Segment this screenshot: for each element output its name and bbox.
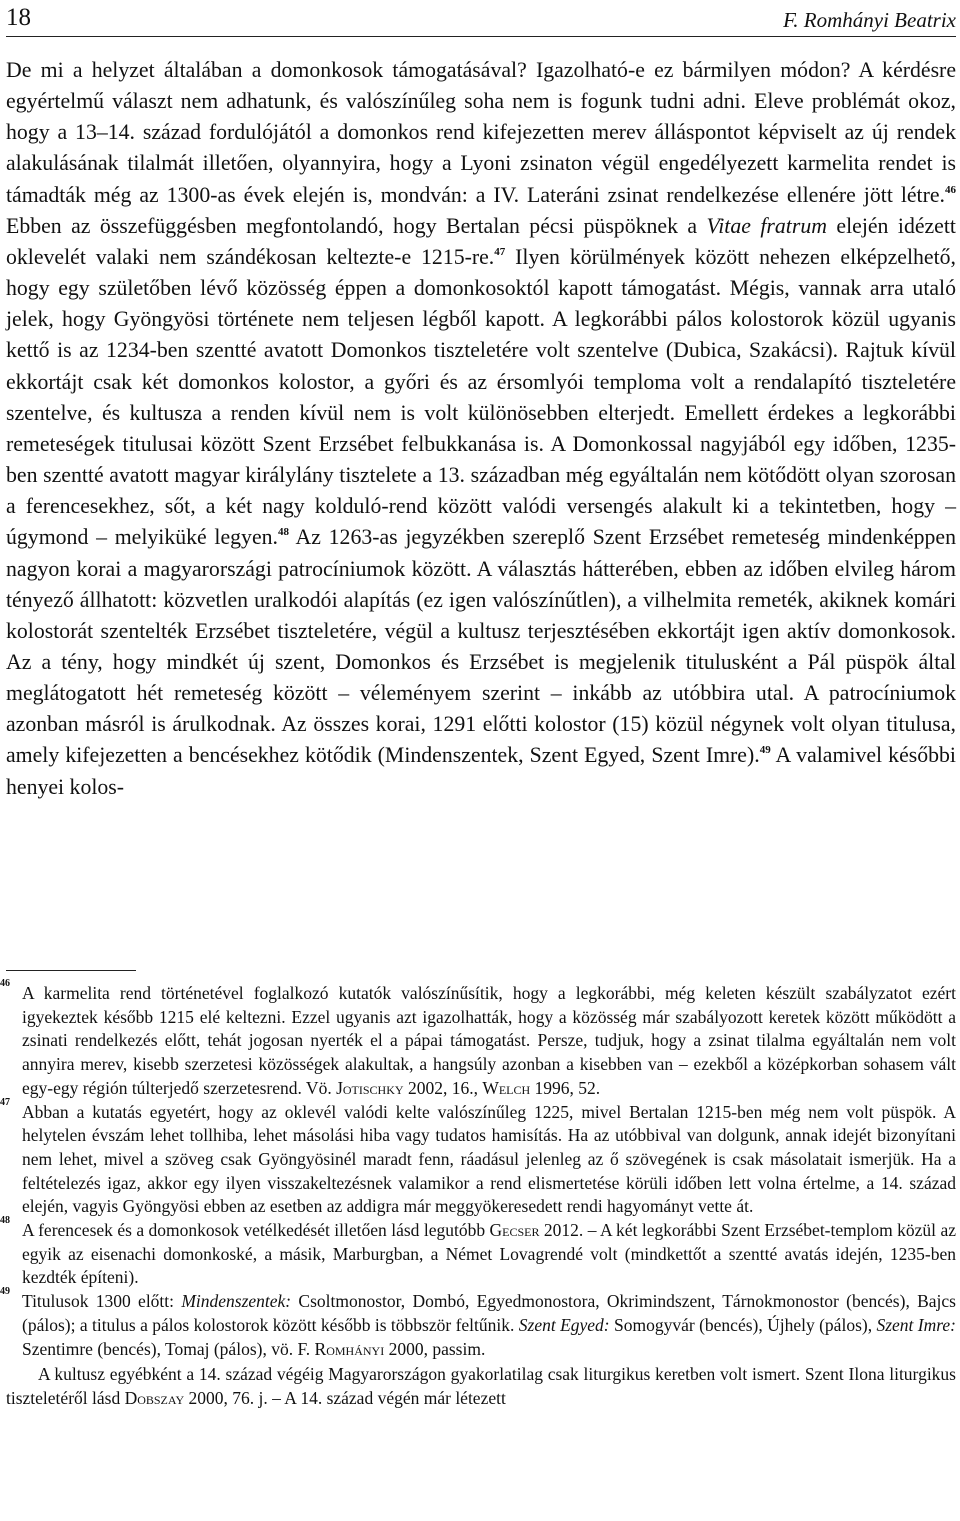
work-title: Vitae fratrum: [706, 213, 827, 238]
citation-author: Jotischky: [336, 1077, 404, 1098]
footnote-text: Titulusok 1300 előtt:: [22, 1291, 182, 1312]
body-text-part: Az 1263-as jegyzékben szereplő Szent Erzsébet remeteség mindenképpen nagyon korai a magyarországi patrocíniumok között. A választás hátterében, ebben az időben elvileg három tényező állhatott: közvetlen uralkodói alapítás (ez igen valószínűtlen), a vilhelmita remeték, akiknek komári kolostorát szentelték Erzsébet tiszteletére, végül a kultusz terjesztésében ekkortájt igen aktív domonkosok. Az a tény, hogy mindkét új szent, Domonkos és Erzsébet is megjelenik titulusként a Pál püspök által meglátogatott hét remeteség között – véleményem szerint – inkább az utóbbira utal. A patrocíniumok azonban másról is árulkodnak. Az összes korai, 1291 előtti kolostor (15) közül négynek volt olyan titulusa, amely kifejezetten a bencésekhez kötődik (Mindenszentek, Szent Egyed, Szent Imre).: [6, 525, 956, 768]
footnote-number: 49: [0, 1286, 10, 1298]
citation-author: Welch: [482, 1077, 531, 1098]
footnote-ref-46[interactable]: 46: [945, 183, 956, 196]
citation-author: Gecser: [489, 1220, 540, 1241]
footnote-text: A karmelita rend történetével foglalkozó kutatók valószínűsítik, hogy a legkorábbi, még keleten készült szabályzatot ezért igyekeztek később 1215 elé keltezni. Ezzel ugyanis azt igazolhatták, hogy a közösség már szabályozott keretek között működött a zsinati rendelkezés előtt, tehát jogosan nyerték el a pápai támogatást. Persze, tudjuk, hogy a zsinat tilalma egyáltalán nem volt annyira merev, kisebb szerzetesi közösségek alakultak, a hangsúly azonban a kisebben van – ezekből a középkorban sohasem vált egy-egy régión túlterjedő szerzetesrend. Vö.: [22, 983, 956, 1098]
citation-author: Romhányi: [314, 1338, 385, 1359]
footnote-ref-47[interactable]: 47: [494, 245, 506, 258]
page-header: [6, 6, 956, 37]
footnote-text: A ferencesek és a domonkosok vetélkedését illetően lásd legutóbb: [22, 1220, 490, 1241]
body-text-part: A valamivel későbbi henyei kolos-: [6, 743, 956, 799]
footnote-ref-49[interactable]: 49: [759, 744, 771, 757]
footnote-continuation: [6, 1363, 956, 1410]
citation-author: Dobszay: [124, 1387, 185, 1408]
footnote-text: Abban a kutatás egyetért, hogy az oklevél valódi kelte valószínűleg 1225, mivel Bertalan 1215-ben még nem volt püspök. A helytelen évszám lehet tollhiba, lehet másolási hiba vagy tudatos hamisítás. Ha az utóbbival van dolgunk, annak idejét bizonyítani nem lehet, mivel a szöveg csak Gyöngyösinél maradt fenn, ráadásul jelenleg az ő szövegének is csak másolatait ismerjük. Ha a feltételezés igaz, akkor egy ilyen visszakeltezésnek valamikor a rend elismertetése körüli időben lett volna értelme, a 14. század elején, vagyis Gyöngyösi ebben az esetben az addigra már meggyökeresedett rendi hagyományt vette át.: [22, 1101, 956, 1217]
body-text: [6, 55, 956, 803]
footnote-number: 46: [0, 978, 10, 989]
body-text-part: De mi a helyzet általában a domonkosok támogatásával? Igazolható-e ez bármilyen módon? A kérdésre egyértelmű választ nem adhatunk, és valószínűleg soha nem is fogunk tudni adni. Eleve problémát okoz, hogy a 13–14. század fordulójától a domonkos rend kifejezetten merev álláspontot képviselt az új rendek alakulásának tilalmát illetően, olyannyira, hogy a Lyoni zsinaton végül engedélyezett karmelita rendet is támadták még az 1300-as évek elején is, mondván: a IV. Lateráni zsinat rendelkezése ellenére jött létre.: [6, 58, 956, 207]
body-text-part: elején idézett oklevelét valaki nem szándékosan keltezte-e 1215-re.: [6, 213, 956, 269]
footnote-49: [0, 1286, 956, 1361]
footnote-italic: Mindenszentek:: [181, 1291, 292, 1312]
body-paragraph: [6, 55, 956, 803]
footnote-text: Szentimre (bencés), Tomaj (pálos), vö. F.: [22, 1338, 315, 1359]
footnotes: [0, 978, 956, 1411]
footnote-text: Somogyvár (bencés), Újhely (pálos),: [609, 1314, 877, 1335]
footnote-number: 48: [0, 1215, 10, 1227]
footnote-text: Csoltmonostor, Dombó, Egyedmonostora, Okrimindszent, Tárnokmonostor (bencés), Bajcs (pálos); a titulus a pálos kolostorok között később is többször feltűnik.: [22, 1291, 956, 1335]
footnote-text: 2002, 16.,: [403, 1077, 483, 1098]
footnote-text: 2012. – A két legkorábbi Szent Erzsébet-templom közül az egyik az eisenachi domonkoské, a másik, Marburgban, a Német Lovagrendé volt (mindkettőt a szentté avatás idején, 1235-ben kezdték építeni).: [22, 1220, 956, 1288]
footnote-46: [0, 978, 956, 1101]
footnote-47: [0, 1096, 956, 1220]
body-text-part: Ebben az összefüggésben megfontolandó, hogy Bertalan pécsi püspöknek a: [6, 213, 707, 238]
footnote-text: 2000, 76. j. – A 14. század végén már létezett: [184, 1387, 506, 1408]
footnote-ref-48[interactable]: 48: [277, 526, 289, 539]
footnote-italic: Szent Egyed:: [518, 1314, 610, 1335]
footnote-text: A kultusz egyébként a 14. század végéig Magyarországon gyakorlatilag csak liturgikus keretben volt ismert. Szent Ilona liturgikus tiszteletéről lásd: [6, 1364, 956, 1408]
footnote-text: 2000, passim.: [384, 1338, 486, 1359]
footnote-italic: Szent Imre:: [876, 1314, 956, 1335]
running-head: F. Romhányi Beatrix: [783, 8, 956, 32]
page-number: 18: [6, 4, 31, 31]
footnote-48: [0, 1215, 956, 1290]
body-text-part: Ilyen körülmények között nehezen elképzelhető, hogy egy születőben lévő közösség éppen a domonkosoktól kapott támogatást. Mégis, vannak arra utaló jelek, hogy Gyöngyösi története nem teljesen légből kapott. A legkorábbi pálos kolostorok közül ugyanis kettő is az 1234-ben szentté avatott Domonkos tiszteletére volt szentelve (Dubica, Szakácsi). Rajtuk kívül ekkortájt csak két domonkos kolostor, a győri és az érsomlyói temploma volt a rendalapító tiszteletére szentelve, és kultusza a renden kívül nem is volt különösebben elterjedt. Emellett érdekes a legkorábbi remeteségek titulusai között Szent Erzsébet felbukkanása is. A Domonkossal nagyjából egy időben, 1235-ben szentté avatott magyar királylány tisztelete a 13. században még egyáltalán nem kötődött olyan szorosan a ferencesekhez, sőt, a két nagy kolduló-rend között valódi versengés alakult ki a tekintetben, hogy – úgymond – melyiküké legyen.: [6, 244, 956, 550]
footnote-divider: [6, 970, 136, 971]
footnote-number: 47: [0, 1096, 10, 1108]
footnote-text: 1996, 52.: [530, 1077, 601, 1098]
